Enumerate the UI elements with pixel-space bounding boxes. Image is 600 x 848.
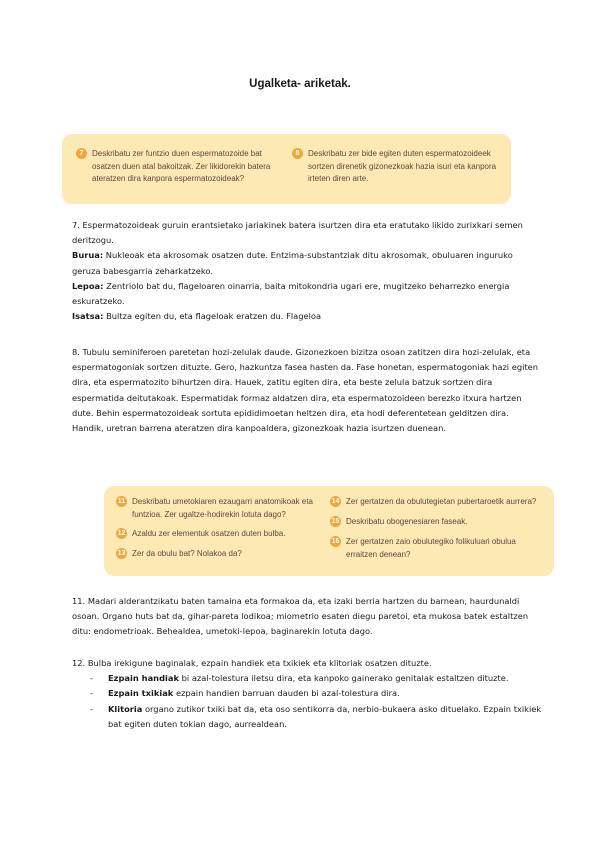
question-number-badge: 14 <box>331 498 340 505</box>
term-label: Burua: <box>72 250 104 261</box>
question-text: Deskribatu zer funtzio duen espermatozoide bat osatzen duen atal bakoitzak. Zer likidorekin batera ateratzen dira kanpora espermatozoideak? <box>92 149 271 183</box>
answer-8 <box>72 345 542 436</box>
answer-12 <box>72 656 542 732</box>
term-text: Bultza egiten du, eta flageloak eratzen du. Flageloa <box>103 311 322 322</box>
term-label: Isatsa: <box>72 311 104 322</box>
list-item <box>72 671 542 686</box>
question-box-1 <box>62 134 511 204</box>
answer-7-burua <box>72 248 542 278</box>
question-text: Azaldu zer elementuk osatzen duten bulba. <box>132 529 286 538</box>
question-13 <box>116 548 321 561</box>
list-item <box>72 686 542 701</box>
question-text: Deskribatu umetokiaren ezaugarri anatomikoak eta funtzioa. Zer ugaltze-hodirekin lotuta dago? <box>132 497 313 519</box>
question-text: Zer gertatzen da obulutegietan pubertaroetik aurrera? <box>346 497 537 506</box>
question-11 <box>116 496 321 521</box>
question-text: Zer da obulu bat? Nolakoa da? <box>132 549 242 558</box>
term-text: bi azal-tolestura iletsu dira, eta kanpoko gainerako genitalak estaltzen dituzte. <box>179 673 509 684</box>
question-number-badge: 16 <box>331 538 340 545</box>
answer-12-intro: 12. Bulba irekigune baginalak, ezpain handiek eta txikiek eta klitoriak osatzen dituzte. <box>72 658 432 668</box>
term-label: Ezpain handiak <box>108 673 179 684</box>
question-8 <box>292 148 502 186</box>
question-number-badge: 13 <box>117 550 126 557</box>
question-7 <box>76 148 281 186</box>
answer-8-text: 8. Tubulu seminiferoen paretetan hozi-zelulak daude. Gizonezkoen bizitza osoan zatitzen dira hozi-zelulak, eta espermatogoniak sortzen dituzte. Gero, hazkuntza fasea hasten da. Fase honetan, espermatogoniak hazi egiten dira, eta espermatozito bihurtzen dira. Hauek, zatitu egiten dira, eta beste zelula batzuk sortzen dira espermatida deitutakoak. Espermatidak formaz aldatzen dira, eta espermatozoideen berezko itxura hartzen dute. Behin espermatozoideak sortuta epididimoetan heltzen dira, eta hodi deferentetean gelditzen dira. Handik, uretran barrena ateratzen dira kanpoaldera, gizonezkoak hazia isurtzen duenean. <box>72 347 539 434</box>
question-number-badge: 15 <box>331 518 340 525</box>
question-box-2 <box>104 486 554 576</box>
term-text: ezpain handien barruan dauden bi azal-tolestura dira. <box>173 688 400 699</box>
answer-7-intro: 7. Espermatozoideak guruin erantsietako jariakinek batera isurtzen dira eta eratutako likido zurixkari semen deritzogu. <box>72 220 523 246</box>
term-label: Klitoria <box>108 703 143 714</box>
question-text: Zer gertatzen zaio obulutegiko folikuluari obulua erraitzen denean? <box>346 537 516 559</box>
question-text: Deskribatu obogenesiaren faseak. <box>346 517 468 526</box>
page-title: Ugalketa- ariketak. <box>249 78 351 90</box>
term-text: organo zutikor txiki bat da, eta oso sentikorra da, nerbio-bukaera asko dituelako. Ezpain txikiek bat egiten duten tokian dago, aurrealdean. <box>108 703 542 729</box>
question-number-badge: 12 <box>117 530 126 537</box>
answer-7 <box>72 218 542 324</box>
answer-11 <box>72 594 542 640</box>
term-label: Lepoa: <box>72 280 104 291</box>
question-number-badge: 8 <box>292 148 303 159</box>
question-number-badge: 7 <box>76 148 87 159</box>
answer-7-isatsa <box>72 309 542 324</box>
question-14 <box>330 496 548 509</box>
answer-11-text: 11. Madari alderantzikatu baten tamaina eta formakoa da, eta izaki berria hartzen du barnean, haurdunaldi osoan. Organo huts bat da, gihar-pareta lodikoa; miometrio esaten diegu paretoi, eta mukosa batek estaltzen ditu: endometrioak. Behealdea, umetoki-lepoa, baginarekin lotuta dago. <box>72 596 529 637</box>
answer-12-list <box>72 671 542 732</box>
question-number-badge: 11 <box>117 498 126 505</box>
term-label: Ezpain txikiak <box>108 688 174 699</box>
list-item <box>72 702 542 732</box>
term-text: Nukleoak eta akrosomak osatzen dute. Entzima-substantziak ditu akrosomak, obuluaren inguruko geruza babesgarria zeharkatzeko. <box>72 250 513 276</box>
question-text: Deskribatu zer bide egiten duten espermatozoideek sortzen direnetik gizonezkoak hazia isuri eta kanpora irteten diren arte. <box>308 149 497 183</box>
question-15 <box>330 516 548 529</box>
answer-7-lepoa <box>72 279 542 309</box>
question-12 <box>116 528 321 541</box>
term-text: Zentriolo bat du, flageloaren oinarria, baita mitokondria ugari ere, mugitzeko beharrezko energia eskuratzeko. <box>72 280 510 307</box>
question-16 <box>330 536 548 561</box>
